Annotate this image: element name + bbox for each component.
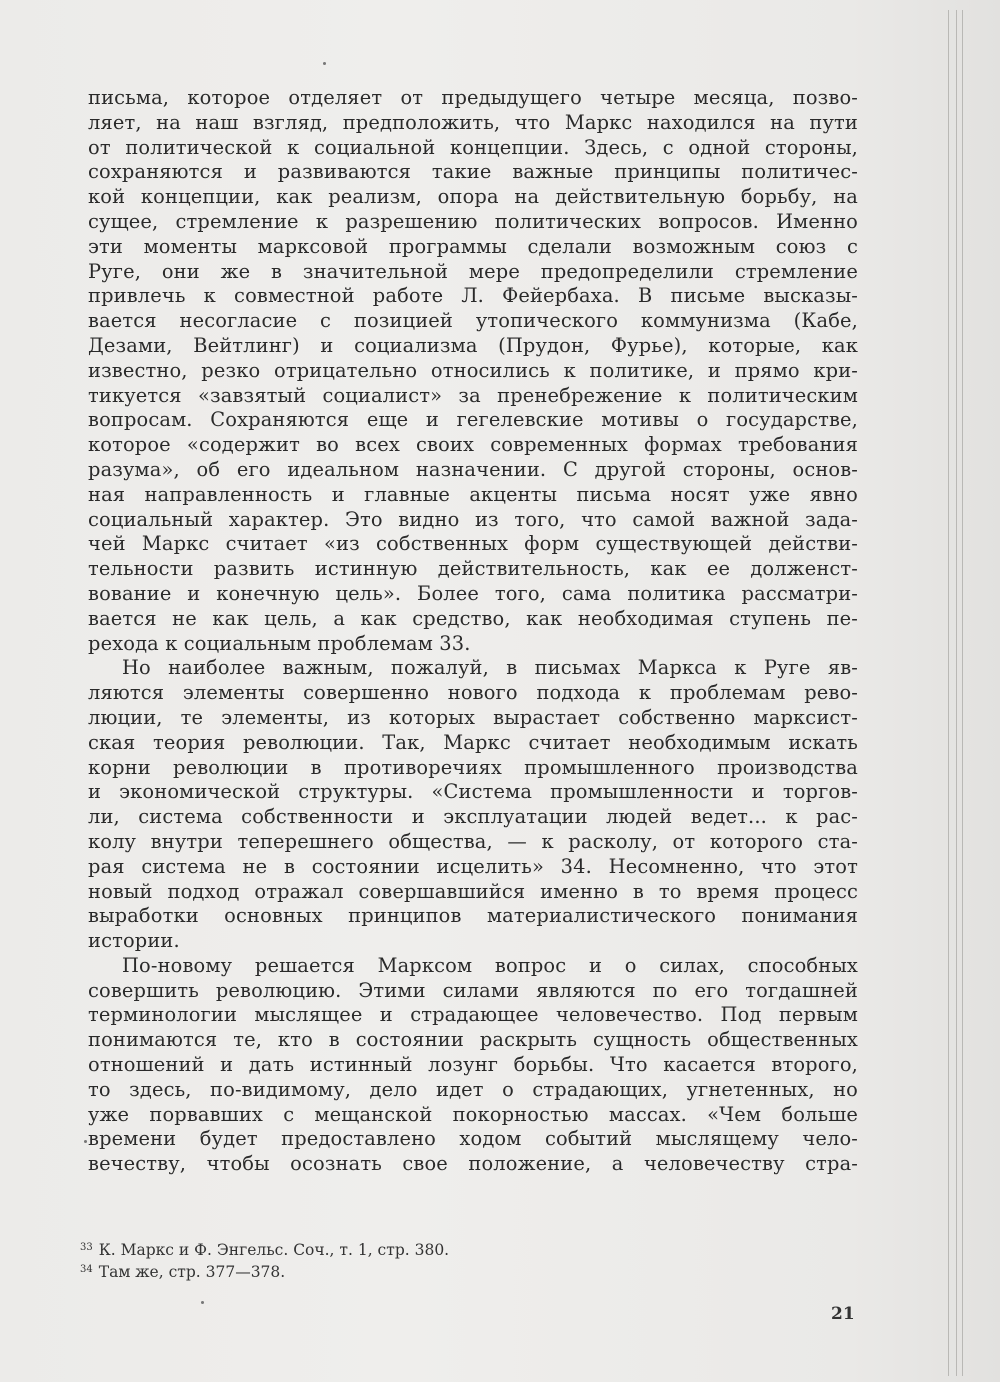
text-line: вопросам. Сохраняются еще и гегелевские мотивы о государстве, [88,408,858,432]
text-line: эти моменты марксовой программы сделали возможным союз с [88,234,858,258]
text-line: Дезами, Вейтлинг) и социализма (Прудон, Фурье), которые, как [88,333,858,357]
text-line: понимаются те, кто в состоянии раскрыть сущность общественных [88,1028,858,1052]
text-line: кой концепции, как реализм, опора на действительную борьбу, на [88,185,858,209]
text-line: По-новому решается Марксом вопрос и о силах, способных [122,953,858,977]
text-line: вается не как цель, а как средство, как необходимая ступень пе- [88,606,858,630]
text-line: отношений и дать истинный лозунг борьбы. Что касается второго, [88,1053,858,1077]
text-line: вается несогласие с позицией утопического коммунизма (Кабе, [88,309,858,333]
text-line: сохраняются и развиваются такие важные принципы политичес- [88,160,858,184]
text-line: письма, которое отделяет от предыдущего четыре месяца, позво- [88,86,858,109]
text-line: ная направленность и главные акценты письма носят уже явно [88,482,858,506]
text-line: ляет, на наш взгляд, предположить, что Маркс находился на пути [88,110,858,134]
text-line: разума», об его идеальном назначении. С другой стороны, основ- [88,457,858,481]
text-line: ская теория революции. Так, Маркс считает необходимым искать [88,730,858,754]
text-line: сущее, стремление к разрешению политических вопросов. Именно [88,209,858,233]
text-line: корни революции в противоречиях промышленного производства [88,755,858,779]
text-line: времени будет предоставлено ходом событий мыслящему чело- [88,1127,858,1151]
footnote-34 [80,1260,680,1282]
scan-speck [201,1301,204,1304]
footnote-text: Там же, стр. 377—378. [98,1263,286,1281]
page-edge-line [962,10,963,1376]
text-line: истории. [88,929,180,953]
text-line: известно, резко отрицательно относились к политике, и прямо кри- [88,358,858,382]
text-line: терминологии мыслящее и страдающее человечество. Под первым [88,1003,858,1027]
text-line: тикуется «завзятый социалист» за пренебрежение к политическим [88,383,858,407]
text-line: люции, те элементы, из которых вырастает собственно марксист- [88,705,858,729]
scan-speck [84,1140,87,1143]
footnotes [80,1238,680,1282]
text-line: ляются элементы совершенно нового подхода к проблемам рево- [88,681,858,705]
text-line: тельности развить истинную действительность, как ее долженст- [88,557,858,581]
text-line: вечеству, чтобы осознать свое положение, а человечеству стра- [88,1152,858,1176]
page-edge-line [956,10,957,1376]
footnote-number: 33 [80,1242,93,1253]
text-line: социальный характер. Это видно из того, что самой важной зада- [88,507,858,531]
text-line: колу внутри теперешнего общества, — к расколу, от которого ста- [88,829,858,853]
text-line: которое «содержит во всех своих современных формах требования [88,433,858,457]
text-line: выработки основных принципов материалистического понимания [88,904,858,928]
footnote-text: К. Маркс и Ф. Энгельс. Соч., т. 1, стр. 380. [98,1241,450,1259]
text-line: ли, система собственности и эксплуатации людей ведет... к рас- [88,805,858,829]
text-line: Но наиболее важным, пожалуй, в письмах Маркса к Руге яв- [122,656,858,680]
text-line: чей Маркс считает «из собственных форм существующей действи- [88,532,858,556]
text-line: новый подход отражал совершавшийся именно в то время процесс [88,879,858,903]
text-line: и экономической структуры. «Система промышленности и торгов- [88,780,858,804]
footnote-33 [80,1238,680,1260]
text-line: уже порвавших с мещанской покорностью массах. «Чем больше [88,1102,858,1126]
scan-speck [323,62,326,65]
page-number: 21 [831,1304,855,1324]
text-line: привлечь к совместной работе Л. Фейербаха. В письме высказы- [88,284,858,308]
text-line: рая система не в состоянии исцелить» 34. Несомненно, что этот [88,854,858,878]
text-line: рехода к социальным проблемам 33. [88,631,471,655]
text-line: вование и конечную цель». Более того, сама политика рассматри- [88,581,858,605]
text-line: Руге, они же в значительной мере предопределили стремление [88,259,858,283]
main-text [88,86,858,1177]
page-edge-line [948,10,949,1376]
text-line: то здесь, по-видимому, дело идет о страдающих, угнетенных, но [88,1077,858,1101]
footnote-number: 34 [80,1264,93,1275]
text-line: от политической к социальной концепции. Здесь, с одной стороны, [88,135,858,159]
text-line: совершить революцию. Этими силами являются по его тогдашней [88,978,858,1002]
